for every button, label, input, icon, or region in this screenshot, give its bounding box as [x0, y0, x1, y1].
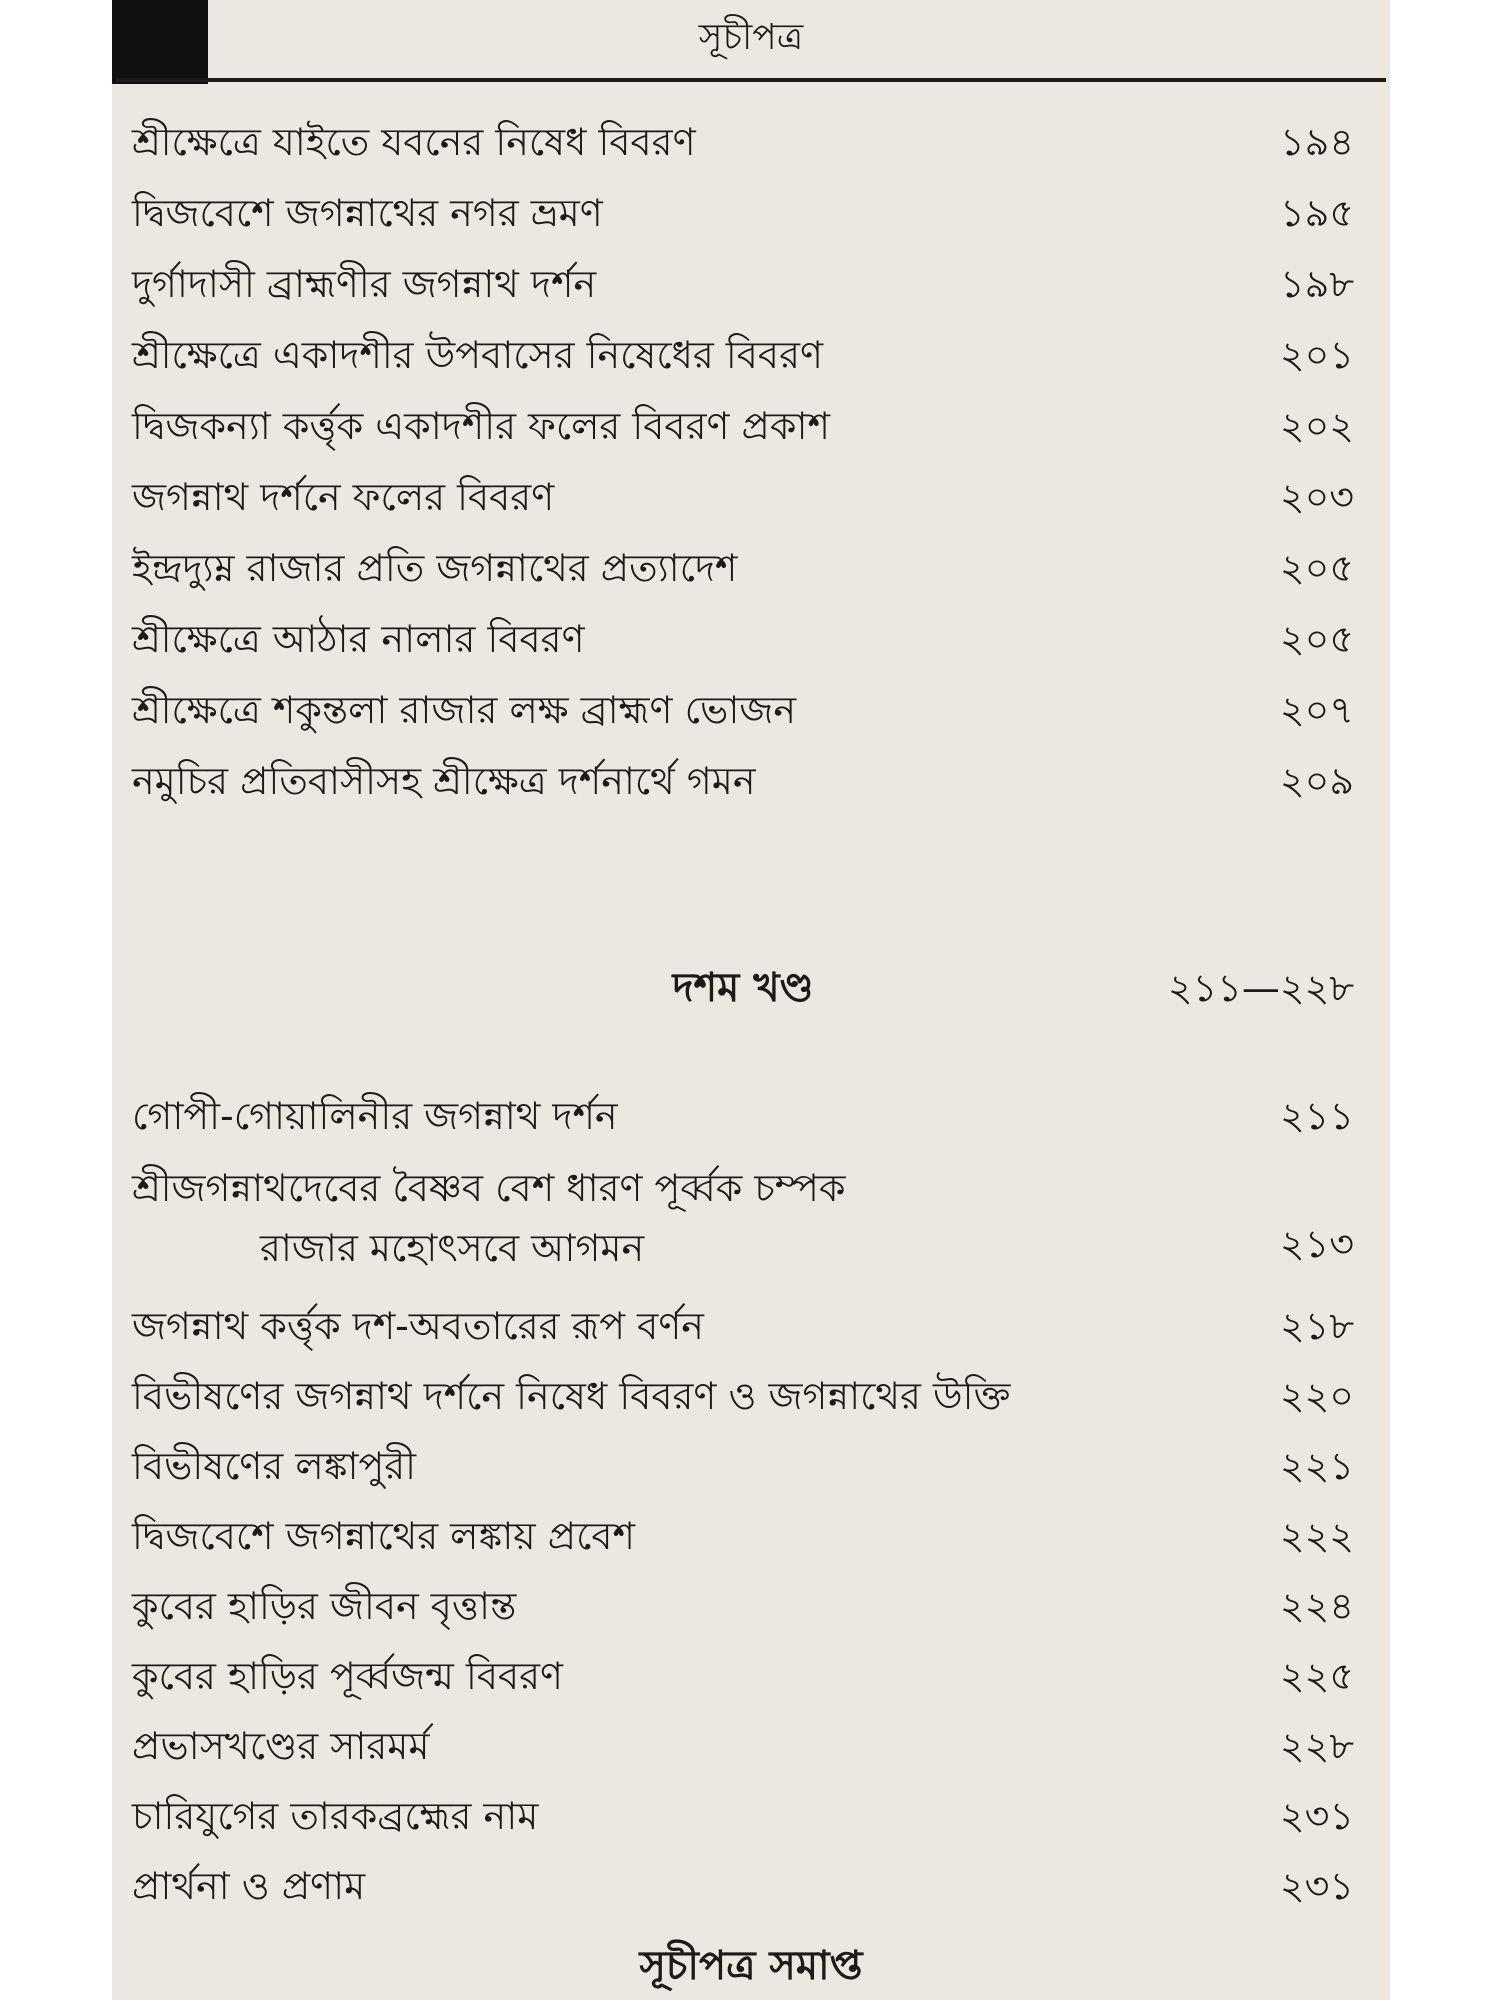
toc-entry [132, 258, 1354, 318]
toc-entry-page: ২২৫ [1279, 1654, 1354, 1698]
toc-entry-title: চারিযুগের তারকব্রহ্মের নাম [132, 1794, 539, 1838]
toc-entry [132, 400, 1354, 460]
toc-entry-page: ২২৮ [1279, 1724, 1354, 1768]
toc-entry [132, 1650, 1354, 1710]
toc-entry-page: ২৩১ [1279, 1794, 1354, 1838]
toc-entry-page: ২০২ [1279, 404, 1354, 448]
toc-entry-title: শ্রীক্ষেত্রে আঠার নালার বিবরণ [132, 617, 585, 661]
toc-entry-page: ২০৫ [1279, 617, 1354, 661]
toc-entry-page: ২২২ [1279, 1514, 1354, 1558]
toc-entry-title: শ্রীক্ষেত্রে শকুন্তলা রাজার লক্ষ ব্রাহ্মণ ভোজন [132, 688, 797, 732]
toc-entry-page: ২২১ [1279, 1444, 1354, 1488]
toc-entry-page: ২২৪ [1279, 1584, 1354, 1628]
toc-entry-title: জগন্নাথ দর্শনে ফলের বিবরণ [132, 475, 555, 519]
toc-entry-title: শ্রীক্ষেত্রে যাইতে যবনের নিষেধ বিবরণ [132, 120, 696, 164]
toc-entry-page: ২০৭ [1279, 688, 1354, 732]
toc-entry [132, 1090, 1354, 1150]
toc-entry-title: বিভীষণের জগন্নাথ দর্শনে নিষেধ বিবরণ ও জগন্নাথের উক্তি [132, 1374, 1011, 1418]
toc-entry [132, 1370, 1354, 1430]
toc-entry-title: নমুচির প্রতিবাসীসহ শ্রীক্ষেত্র দর্শনার্থে গমন [132, 759, 756, 803]
toc-entry-title: ইন্দ্রদ্যুম্ন রাজার প্রতি জগন্নাথের প্রত্যাদেশ [132, 546, 738, 590]
toc-entry [132, 1440, 1354, 1500]
toc-entry-page: ২০১ [1279, 333, 1354, 377]
section-heading [132, 960, 1354, 1020]
toc-entry-page: ২১৩ [1279, 1222, 1354, 1266]
toc-entry-page: ২৩১ [1279, 1864, 1354, 1908]
toc-entry [132, 471, 1354, 531]
toc-entry-page: ২০৯ [1279, 759, 1354, 803]
toc-entry [132, 116, 1354, 176]
toc-entry-page: ১৯৪ [1280, 120, 1354, 164]
toc-entry [132, 187, 1354, 247]
section-page-range: ২১১—২২৮ [1167, 966, 1354, 1010]
toc-entry-title-continuation: রাজার মহোৎসবে আগমন [260, 1226, 645, 1270]
running-title: সূচীপত্র [698, 17, 804, 58]
toc-entry-page: ২১৮ [1279, 1304, 1354, 1348]
toc-entry-page: ১৯৮ [1280, 262, 1354, 306]
toc-entry [132, 1510, 1354, 1570]
toc-entry-page: ১৯৫ [1280, 191, 1354, 235]
toc-entry-title: প্রভাসখণ্ডের সারমর্ম [132, 1724, 430, 1768]
contents-end-title: সূচীপত্র সমাপ্ত [639, 1943, 863, 1989]
toc-entry-title: শ্রীক্ষেত্রে একাদশীর উপবাসের নিষেধের বিবরণ [132, 333, 823, 377]
toc-entry-title: কুবের হাড়ির পূর্ব্বজন্ম বিবরণ [132, 1654, 564, 1698]
toc-entry [132, 613, 1354, 673]
toc-entry [132, 1580, 1354, 1640]
toc-entry [132, 755, 1354, 815]
toc-entry-page: ২০৫ [1279, 546, 1354, 590]
section-title: দশম খণ্ড [672, 965, 814, 1011]
book-page [112, 0, 1390, 2000]
toc-entry [132, 542, 1354, 602]
toc-entry [132, 1860, 1354, 1920]
toc-entry-page: ২২০ [1279, 1374, 1354, 1418]
toc-entry-page: ২১১ [1279, 1094, 1354, 1138]
toc-entry-title: প্রার্থনা ও প্রণাম [132, 1864, 366, 1908]
toc-entry [132, 1300, 1354, 1360]
header-rule [116, 78, 1386, 82]
toc-entry-title: দুর্গাদাসী ব্রাহ্মণীর জগন্নাথ দর্শন [132, 262, 597, 306]
toc-entry [132, 684, 1354, 744]
toc-entry-title: কুবের হাড়ির জীবন বৃত্তান্ত [132, 1584, 517, 1628]
toc-entry-title: দ্বিজবেশে জগন্নাথের নগর ভ্রমণ [132, 191, 603, 235]
toc-entry-title: বিভীষণের লঙ্কাপুরী [132, 1444, 417, 1488]
toc-entry [132, 1790, 1354, 1850]
toc-entry [132, 329, 1354, 389]
toc-entry-page: ২০৩ [1279, 475, 1354, 519]
toc-entry [132, 1720, 1354, 1780]
toc-entry-title [132, 1158, 1204, 1278]
toc-entry-title-line: শ্রীজগন্নাথদেবের বৈষ্ণব বেশ ধারণ পূর্ব্বক চম্পক [132, 1166, 846, 1210]
toc-entry-title: গোপী-গোয়ালিনীর জগন্নাথ দর্শন [132, 1094, 618, 1138]
toc-entry-title: দ্বিজবেশে জগন্নাথের লঙ্কায় প্রবেশ [132, 1514, 636, 1558]
toc-entry [132, 1158, 1354, 1286]
toc-entry-title: দ্বিজকন্যা কর্ত্তৃক একাদশীর ফলের বিবরণ প্রকাশ [132, 404, 830, 448]
toc-entry-title: জগন্নাথ কর্ত্তৃক দশ-অবতারের রূপ বর্ণন [132, 1304, 704, 1348]
